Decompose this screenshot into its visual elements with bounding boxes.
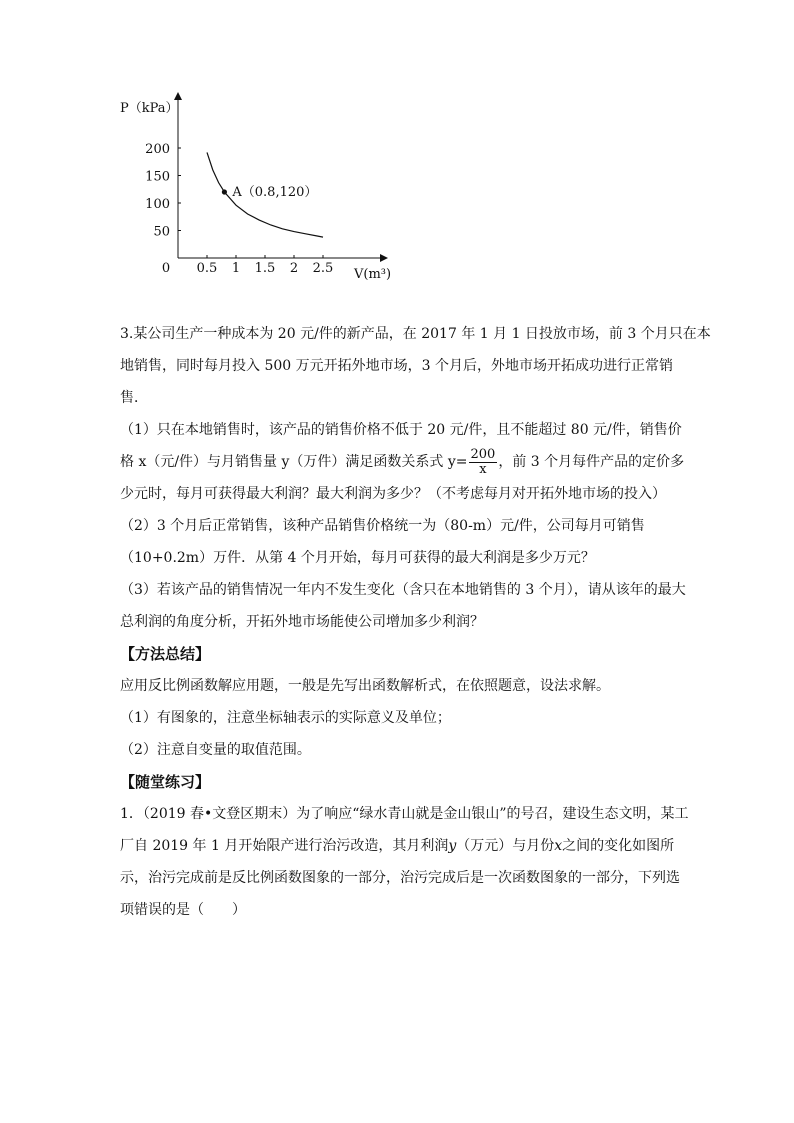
point-a [222,189,227,194]
y-tick-label: 50 [153,224,170,240]
q3-part1-line2 [120,446,685,478]
practice-line4: 项错误的是（ ） [120,902,246,918]
y-axis-label: P（kPa） [120,101,179,116]
chart-svg [118,88,398,288]
practice-line3: 示，治污完成前是反比例函数图象的一部分，治污完成后是一次函数图象的一部分，下列选 [120,870,680,886]
fraction-numerator: 200 [470,446,496,462]
q3-line1: 3.某公司生产一种成本为 20 元/件的新产品，在 2017 年 1 月 1 日投放市场，前 3 个月只在本 [120,326,711,342]
q3-part1-line1: （1）只在本地销售时，该产品的销售价格不低于 20 元/件，且不能超过 80 元/件，销售价 [120,422,682,438]
q3-line3: 售． [120,390,148,406]
y-tick-label: 150 [145,169,170,185]
fraction [469,448,498,477]
var-y: y [448,838,457,854]
q3-part1-line2-post: ，前 3 个月每件产品的定价多 [498,454,685,470]
practice-line1: 1．（2019 春•文登区期末）为了响应“绿水青山就是金山银山”的号召，建设生态文明，某工 [120,806,689,822]
practice-line2-pre: 厂自 2019 年 1 月开始限产进行治污改造，其月利润 [120,838,449,854]
practice-line2 [120,830,680,862]
q3-part1-line3: 少元时，每月可获得最大利润？最大利润为多少？（不考虑每月对开拓外地市场的投入） [120,486,666,502]
q3-part2-line1: （2）3 个月后正常销售，该种产品销售价格统一为（80-m）元/件，公司每月可销售 [120,518,645,534]
var-x: x [554,838,563,854]
origin-label: 0 [161,261,171,276]
x-tick-label: 2 [289,261,299,276]
q3-line2: 地销售，同时每月投入 500 万元开拓外地市场，3 个月后，外地市场开拓成功进行正常销 [120,358,673,374]
y-axis-arrow [174,92,182,100]
q3-part3-line1: （3）若该产品的销售情况一年内不发生变化（含只在本地销售的 3 个月），请从该年的最大 [120,582,686,598]
x-axis-arrow [380,254,388,262]
q3-part3-line2: 总利润的角度分析，开拓外地市场能使公司增加多少利润？ [120,614,484,630]
x-axis-label: V(m³) [354,267,392,282]
method-title: 【方法总结】 [120,645,211,663]
fraction-denominator: x [479,461,487,477]
point-a-label: A（0.8,120） [232,185,318,200]
x-tick-label: 0.5 [196,261,218,276]
method-item1: （1）有图象的，注意坐标轴表示的实际意义及单位； [120,710,451,726]
y-tick-label: 200 [145,142,170,157]
y-tick-label: 100 [145,197,170,212]
method-intro: 应用反比例函数解应用题，一般是先写出函数解析式，在依照题意，设法求解。 [120,678,610,694]
x-tick-label: 1.5 [254,261,276,276]
x-tick-label: 2.5 [312,261,334,276]
x-tick-label: 1 [231,261,241,276]
practice-title: 【随堂练习】 [120,773,211,791]
practice-line2-mid: （万元）与月份 [456,838,555,854]
q3-part2-line2: （10+0.2m）万件．从第 4 个月开始，每月可获得的最大利润是多少万元？ [120,550,595,566]
pressure-volume-graph [118,88,398,288]
q3-part1-line2-pre: 格 x（元/件）与月销售量 y（万件）满足函数关系式 y= [120,454,468,470]
practice-line2-post: 之间的变化如图所 [562,838,675,854]
content [120,318,711,926]
method-item2: （2）注意自变量的取值范围。 [120,742,311,758]
